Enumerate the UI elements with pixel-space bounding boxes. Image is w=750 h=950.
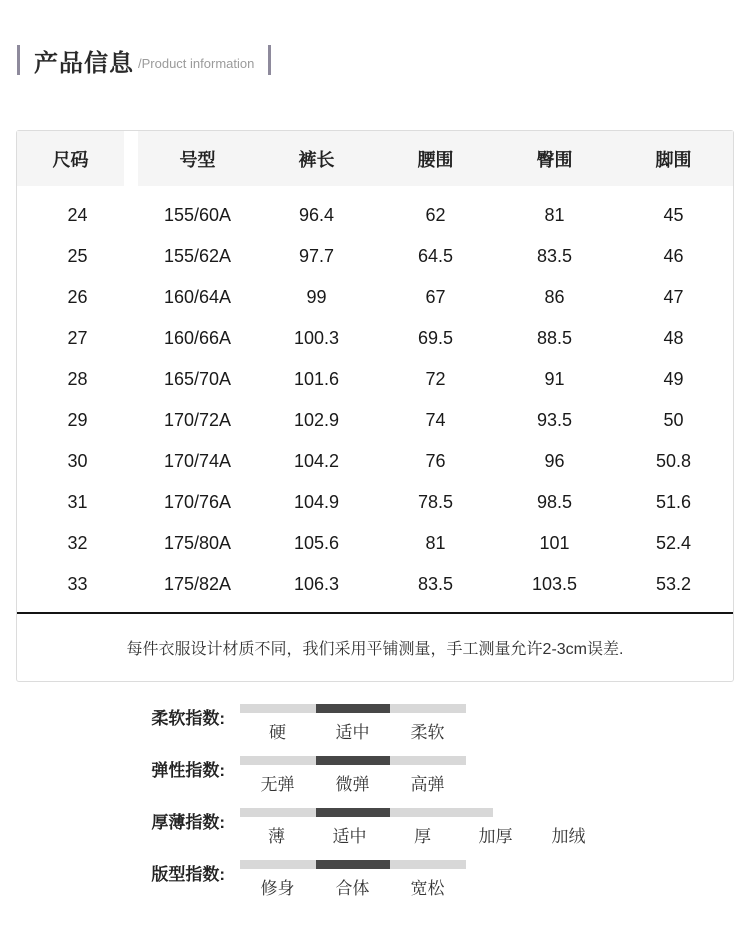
- column-header: 尺码: [17, 131, 124, 186]
- cell-leg: 50.8: [655, 451, 692, 471]
- index-scale: [240, 860, 466, 901]
- cell-hip: 98.5: [536, 492, 573, 512]
- cell-model: 170/74A: [163, 451, 232, 471]
- cell-hip: 91: [544, 369, 565, 389]
- scale-active-segment: [316, 808, 390, 817]
- cell-size: 29: [67, 410, 88, 430]
- cell-leg: 53.2: [655, 574, 692, 594]
- measurement-note: 每件衣服设计材质不同，我们采用平铺测量，手工测量允许2-3cm误差.: [17, 612, 733, 681]
- scale-option: 高弹: [410, 775, 445, 794]
- scale-active-segment: [316, 756, 390, 765]
- cell-size: 27: [67, 328, 88, 348]
- cell-length: 99: [306, 287, 327, 307]
- cell-waist: 62: [425, 205, 446, 225]
- index-scale: [240, 704, 466, 745]
- cell-waist: 64.5: [417, 246, 454, 266]
- cell-size: 24: [67, 205, 88, 225]
- scale-active-segment: [316, 704, 390, 713]
- header-gap: [124, 131, 138, 186]
- scale-track: [240, 808, 493, 817]
- cell-size: 25: [67, 246, 88, 266]
- scale-option: 适中: [332, 827, 367, 846]
- cell-waist: 83.5: [417, 574, 454, 594]
- table-row: [17, 318, 733, 359]
- cell-hip: 96: [544, 451, 565, 471]
- cell-length: 102.9: [293, 410, 340, 430]
- column-header: 臀围: [536, 149, 573, 170]
- cell-waist: 81: [425, 533, 446, 553]
- cell-waist: 69.5: [417, 328, 454, 348]
- cell-model: 170/72A: [163, 410, 232, 430]
- index-row-fit: [0, 860, 750, 901]
- cell-leg: 51.6: [655, 492, 692, 512]
- scale-option: 薄: [268, 827, 285, 846]
- column-header: 号型: [179, 149, 216, 170]
- cell-length: 106.3: [293, 574, 340, 594]
- cell-model: 160/64A: [163, 287, 232, 307]
- index-section: [0, 704, 750, 912]
- scale-active-segment: [316, 860, 390, 869]
- cell-leg: 45: [663, 205, 684, 225]
- table-row: [17, 564, 733, 605]
- table-row: [17, 277, 733, 318]
- scale-track: [240, 860, 466, 869]
- index-label: 柔软指数:: [151, 709, 225, 728]
- cell-hip: 93.5: [536, 410, 573, 430]
- column-header: 裤长: [298, 149, 335, 170]
- cell-model: 175/82A: [163, 574, 232, 594]
- cell-model: 160/66A: [163, 328, 232, 348]
- scale-track: [240, 704, 466, 713]
- cell-leg: 46: [663, 246, 684, 266]
- scale-option: 无弹: [260, 775, 295, 794]
- cell-length: 104.9: [293, 492, 340, 512]
- cell-leg: 50: [663, 410, 684, 430]
- cell-leg: 48: [663, 328, 684, 348]
- scale-option: 合体: [335, 879, 370, 898]
- size-table-header: [17, 131, 733, 186]
- size-table-header-rest: [138, 131, 733, 186]
- cell-size: 32: [67, 533, 88, 553]
- cell-model: 175/80A: [163, 533, 232, 553]
- cell-leg: 52.4: [655, 533, 692, 553]
- cell-model: 155/62A: [163, 246, 232, 266]
- title-accent-bar-right: [268, 45, 271, 75]
- cell-hip: 103.5: [531, 574, 578, 594]
- scale-option: 适中: [335, 723, 370, 742]
- title-accent-bar-left: [17, 45, 20, 75]
- scale-option: 微弹: [335, 775, 370, 794]
- cell-length: 97.7: [298, 246, 335, 266]
- scale-option: 修身: [260, 879, 295, 898]
- cell-length: 104.2: [293, 451, 340, 471]
- cell-leg: 47: [663, 287, 684, 307]
- cell-size: 28: [67, 369, 88, 389]
- scale-option: 加厚: [478, 827, 513, 846]
- cell-length: 96.4: [298, 205, 335, 225]
- page-subtitle: /Product information: [138, 56, 255, 71]
- cell-length: 101.6: [293, 369, 340, 389]
- cell-size: 33: [67, 574, 88, 594]
- index-row-thickness: [0, 808, 750, 849]
- cell-model: 165/70A: [163, 369, 232, 389]
- table-row: [17, 236, 733, 277]
- index-scale: [240, 756, 466, 797]
- cell-size: 30: [67, 451, 88, 471]
- scale-options: [240, 718, 466, 743]
- cell-length: 100.3: [293, 328, 340, 348]
- cell-waist: 72: [425, 369, 446, 389]
- cell-hip: 81: [544, 205, 565, 225]
- scale-option: 柔软: [410, 723, 445, 742]
- cell-hip: 83.5: [536, 246, 573, 266]
- cell-waist: 76: [425, 451, 446, 471]
- scale-option: 厚: [414, 827, 431, 846]
- cell-leg: 49: [663, 369, 684, 389]
- page-title: 产品信息: [34, 49, 134, 77]
- table-row: [17, 441, 733, 482]
- column-header: 脚围: [655, 149, 692, 170]
- cell-size: 31: [67, 492, 88, 512]
- size-table-body: [17, 186, 733, 612]
- table-row: [17, 195, 733, 236]
- scale-option: 宽松: [410, 879, 445, 898]
- scale-options: [240, 874, 466, 899]
- index-label: 厚薄指数:: [151, 813, 225, 832]
- index-row-elasticity: [0, 756, 750, 797]
- cell-waist: 67: [425, 287, 446, 307]
- column-header: 腰围: [417, 149, 454, 170]
- scale-options: [240, 822, 605, 847]
- scale-track: [240, 756, 466, 765]
- cell-size: 26: [67, 287, 88, 307]
- cell-hip: 101: [539, 533, 570, 553]
- scale-option: 加绒: [551, 827, 586, 846]
- table-row: [17, 482, 733, 523]
- scale-option: 硬: [269, 723, 286, 742]
- cell-waist: 78.5: [417, 492, 454, 512]
- size-table: [16, 130, 734, 682]
- scale-options: [240, 770, 466, 795]
- index-row-softness: [0, 704, 750, 745]
- table-row: [17, 359, 733, 400]
- table-row: [17, 523, 733, 564]
- index-scale: [240, 808, 605, 849]
- cell-waist: 74: [425, 410, 446, 430]
- table-row: [17, 400, 733, 441]
- cell-hip: 88.5: [536, 328, 573, 348]
- cell-hip: 86: [544, 287, 565, 307]
- index-label: 版型指数:: [151, 865, 225, 884]
- index-label: 弹性指数:: [151, 761, 225, 780]
- cell-model: 155/60A: [163, 205, 232, 225]
- section-header: [17, 44, 271, 76]
- cell-model: 170/76A: [163, 492, 232, 512]
- cell-length: 105.6: [293, 533, 340, 553]
